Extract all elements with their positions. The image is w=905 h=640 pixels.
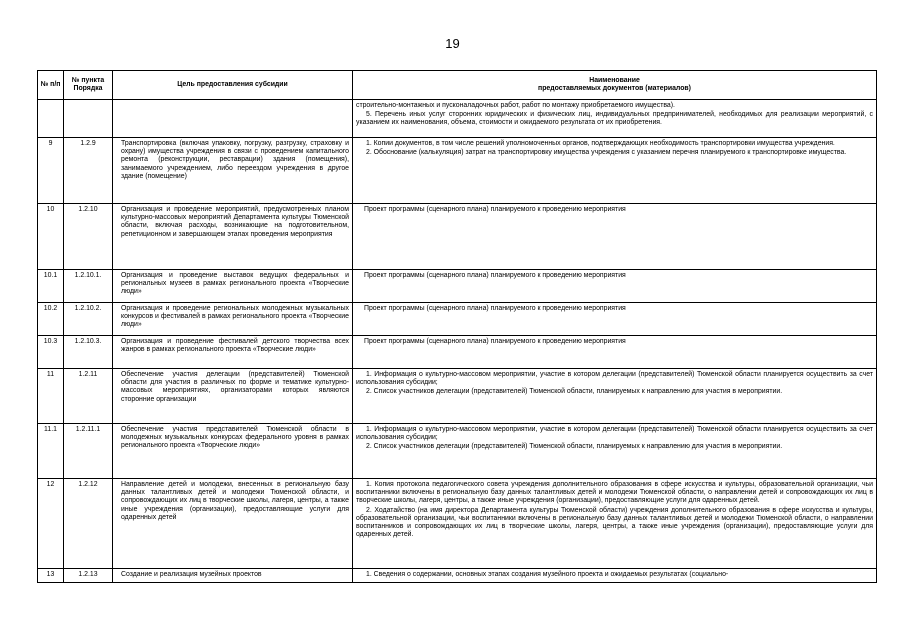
row-goal: Организация и проведение выставок ведущих федеральных и региональных музеев в рамках регионального проекта «Творческие люди» (113, 270, 353, 303)
row-num: 13 (38, 569, 64, 583)
doc-item: 1. Копия протокола педагогического совета учреждения дополнительного образования в сфере искусства и культуры, образовательной организации, чьи воспитанники включены в региональную базу данных талантливых детей и молодежи Тюменской области, о направлении детей и сопровождающих их лиц в творческие школы, лагеря, центры, а также иные учреждения (организации), предоставляющие услуги для одаренных детей. (356, 481, 873, 505)
row-goal: Организация и проведение фестивалей детского творчества всех жанров в рамках регионального проекта «Творческие люди» (113, 336, 353, 369)
row-order: 1.2.10 (64, 204, 113, 270)
table-row (38, 303, 877, 336)
row-order: 1.2.11.1 (64, 424, 113, 479)
header-docs (353, 71, 877, 100)
header-goal: Цель предоставления субсидии (113, 71, 353, 100)
row-num: 11.1 (38, 424, 64, 479)
doc-item: 2. Ходатайство (на имя директора Департамента культуры Тюменской области) учреждения дополнительного образования в сфере искусства и культуры, образовательной организации, чьи воспитанники включены в региональную базу данных талантливых детей и молодежи Тюменской области, о направлении воспитанников и сопровождающих их лиц в творческие школы, лагеря, центры, а также иные учреждения (организации), предоставляющие услуги для одаренных детей. (356, 506, 873, 539)
row-order: 1.2.11 (64, 369, 113, 424)
row-goal (113, 100, 353, 138)
doc-item: 1. Информация о культурно-массовом мероприятии, участие в котором делегации (представителей) Тюменской области планируется осуществить за счет использования субсидии; (356, 426, 873, 442)
table-row (38, 100, 877, 138)
row-docs (353, 303, 877, 336)
table-header-row (38, 71, 877, 100)
row-order (64, 100, 113, 138)
table-row (38, 336, 877, 369)
table-row (38, 270, 877, 303)
row-goal: Направление детей и молодежи, внесенных в региональную базу данных талантливых детей и молодежи Тюменской области, и сопровождающих их лиц в творческие школы, лагеря, центры, а также иные учреждения (организации), предоставляющие услуги для одаренных детей (113, 479, 353, 569)
table-row (38, 479, 877, 569)
row-order: 1.2.12 (64, 479, 113, 569)
table-row (38, 369, 877, 424)
row-goal: Организация и проведение мероприятий, предусмотренных планом культурно-массовых мероприятий Департамента культуры Тюменской области, включая расходы, возникающие на подготовительном, репетиционном и завершающем этапах проведения мероприятия (113, 204, 353, 270)
doc-item: 1. Информация о культурно-массовом мероприятии, участие в котором делегации (представителей) Тюменской области планируется осуществить за счет использования субсидии; (356, 371, 873, 387)
header-docs-line2: предоставляемых документов (материалов) (538, 85, 691, 92)
row-num (38, 100, 64, 138)
doc-item: Проект программы (сценарного плана) планируемого к проведению мероприятия (364, 305, 626, 312)
doc-item: Проект программы (сценарного плана) планируемого к проведению мероприятия (364, 338, 626, 345)
row-docs (353, 479, 877, 569)
row-docs (353, 100, 877, 138)
row-docs (353, 138, 877, 204)
row-num: 9 (38, 138, 64, 204)
doc-item: строительно-монтажных и пусконаладочных работ, работ по монтажу приобретаемого имущества). (356, 102, 675, 109)
row-goal: Обеспечение участия представителей Тюменской области в молодежных музыкальных конкурсах федерального уровня в рамках регионального проекта «Творческие люди» (113, 424, 353, 479)
table-row (38, 204, 877, 270)
table-row (38, 138, 877, 204)
row-order: 1.2.10.3. (64, 336, 113, 369)
row-order: 1.2.10.2. (64, 303, 113, 336)
header-num: № п/п (38, 71, 64, 100)
row-num: 11 (38, 369, 64, 424)
row-order: 1.2.9 (64, 138, 113, 204)
row-docs (353, 369, 877, 424)
header-docs-line1: Наименование (589, 76, 640, 84)
doc-item: 1. Сведения о содержании, основных этапах создания музейного проекта и ожидаемых результатах (социально- (366, 571, 729, 578)
header-order: № пункта Порядка (64, 71, 113, 100)
doc-item: 2. Список участников делегации (представителей) Тюменской области, планируемых к направлению для участия в мероприятии. (366, 388, 783, 396)
row-goal: Транспортировка (включая упаковку, погрузку, разгрузку, страховку и охрану) имущества учреждения в связи с проведением капитального ремонта (реконструкции, реставрации) здания (помещения), занимаемого учреждением, либо переездом учреждения в другое здание (помещение) (113, 138, 353, 204)
doc-item: 2. Обоснование (калькуляция) затрат на транспортировку имущества учреждения с указанием перечня планируемого к транспортировке имущества. (366, 149, 847, 157)
row-docs (353, 336, 877, 369)
row-num: 10.1 (38, 270, 64, 303)
doc-item: Проект программы (сценарного плана) планируемого к проведению мероприятия (364, 206, 626, 213)
doc-item: Проект программы (сценарного плана) планируемого к проведению мероприятия (364, 272, 626, 279)
row-goal: Организация и проведение региональных молодежных музыкальных конкурсов и фестивалей в рамках регионального проекта «Творческие люди» (113, 303, 353, 336)
subsidy-documents-table (37, 70, 877, 583)
row-docs (353, 204, 877, 270)
row-goal: Обеспечение участия делегации (представителей) Тюменской области для участия в различных по форме и тематике культурно-массовых мероприятиях, организаторами которых являются сторонние организации (113, 369, 353, 424)
row-num: 10 (38, 204, 64, 270)
row-docs (353, 569, 877, 583)
row-order: 1.2.13 (64, 569, 113, 583)
row-docs (353, 424, 877, 479)
doc-item: 5. Перечень иных услуг сторонних юридических и физических лиц, индивидуальных предпринимателей, необходимых для реализации мероприятий, с указанием их наименования, объема, стоимости и ожидаемого результата от их приобретения. (356, 111, 873, 127)
table-row (38, 424, 877, 479)
row-order: 1.2.10.1. (64, 270, 113, 303)
doc-item: 2. Список участников делегации (представителей) Тюменской области, планируемых к направлению для участия в мероприятии. (366, 443, 783, 451)
row-goal: Создание и реализация музейных проектов (113, 569, 353, 583)
doc-item: 1. Копии документов, в том числе решений уполномоченных органов, подтверждающих необходимость транспортировки имущества учреждения. (366, 140, 835, 147)
row-num: 12 (38, 479, 64, 569)
row-num: 10.2 (38, 303, 64, 336)
row-docs (353, 270, 877, 303)
table-row (38, 569, 877, 583)
row-num: 10.3 (38, 336, 64, 369)
page-number: 19 (445, 36, 460, 51)
